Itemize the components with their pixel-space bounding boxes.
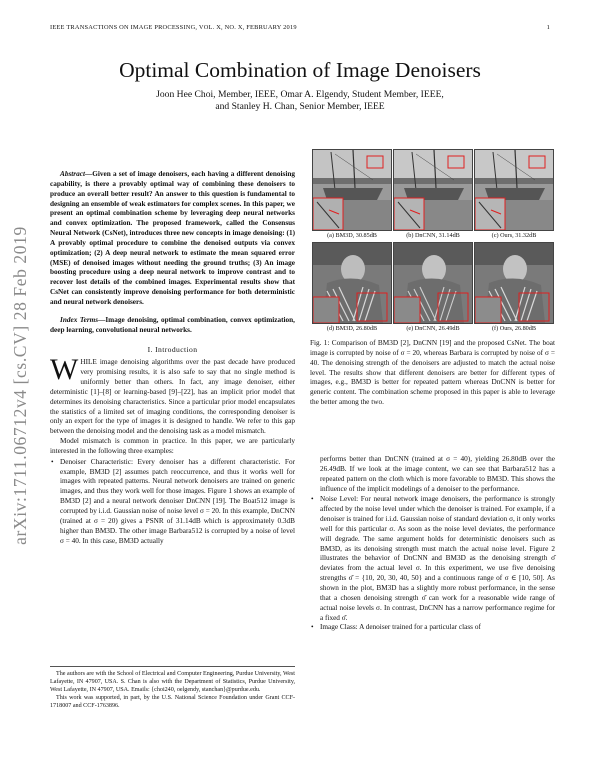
index-terms-label: Index Terms — [60, 315, 99, 324]
abstract — [50, 170, 295, 308]
caption-e: (e) DnCNN, 26.49dB — [406, 325, 460, 332]
author-line-1: Joon Hee Choi, Member, IEEE, Omar A. Elgendy, Student Member, IEEE, — [156, 89, 444, 100]
footnote-affiliation: The authors are with the School of Electrical and Computer Engineering, Purdue University, West Lafayette, IN 47907, USA. S. Chan is also with the Department of Statistics, Purdue University, West Lafayette, IN 47907, USA. Emails: {choi240, oelgendy, stanchan}@purdue.edu. — [50, 671, 295, 694]
figure-image-barbara-dncnn — [393, 242, 473, 324]
abstract-text: —Given a set of image denoisers, each having a different denoising capability, is there a provably optimal way of combining these denoisers to produce an overall better result? An answer to this question is fundamental to designing an ensemble of weak estimators for complex scenes. In this paper, we present an optimal combination scheme by leveraging deep neural networks and convex optimization. The proposed framework, called the Consensus Neural Network (CsNet), introduces three new concepts in image denoising: (1) A provably optimal procedure to combine the denoised outputs via convex optimization; (2) A deep neural network to estimate the mean squared error (MSE) of denoised images without needing the ground truths; (3) An image boosting procedure using a deep neural network to improve contrast and to recover lost details of the combined images. Experimental results show that CsNet can consistently improve denoising performance for both deterministic and neural network denoisers. — [50, 170, 295, 306]
bullet-image-class: • Image Class: A denoiser trained for a particular class of — [320, 623, 555, 633]
left-column — [50, 170, 295, 546]
intro-paragraph-1 — [50, 353, 295, 437]
caption-f: (f) Ours, 26.80dB — [492, 325, 536, 332]
example-list — [50, 458, 295, 547]
right-column-text — [310, 455, 555, 633]
caption-d: (d) BM3D, 26.80dB — [326, 325, 378, 332]
paper-title: Optimal Combination of Image Denoisers — [119, 58, 481, 82]
figure-caption: Fig. 1: Comparison of BM3D [2], DnCNN [19] and the proposed CsNet. The boat image is corrupted by noise of σ = 20, whereas Barbara is corrupted by noise of σ = 40. The denoising strength of the denoisers are adjusted to match the actual noise level. The results show that different denoisers are better for different types of images, e.g., BM3D is better for repeated pattern whereas DnCNN is better for generic content. The combination scheme proposed in this paper is able to leverage the better among the two. — [310, 339, 555, 407]
arxiv-stamp — [2, 170, 38, 600]
running-header — [50, 24, 550, 31]
figure-image-barbara-ours — [474, 242, 554, 324]
index-terms-text: —Image denoising, optimal combination, convex optimization, deep learning, convolutional neural networks. — [50, 315, 295, 334]
footnote — [50, 666, 295, 710]
author-list — [80, 89, 520, 113]
bullet-denoiser-characteristic: • Denoiser Characteristic: Every denoiser has a different characteristic. For example, BM3D [2] assumes patch reoccurrence, and thus it works well for images with repeated patterns. Neural network denoisers are trained on generic images, and thus they work well for those images. Figure 1 shows an example of BM3D [2] and a neural network denoiser DnCNN [19]. The Boat512 image is corrupted by i.i.d. Gaussian noise of noise level σ = 20. In this example, DnCNN (trained at σ = 20) gives a PSNR of 31.14dB which is approximately 0.3dB higher than BM3D. The other image Barbara512 is corrupted by a noise of level σ = 40. In this case, BM3D actually — [60, 458, 295, 547]
intro-p1-text: HILE image denoising algorithms over the past decade have produced very promising results, it is also safe to say that no single method is uniformly better than others. In fact, any image denoiser, either deterministic [1]–[8] or learning-based [9]–[22], has an implicit prior model that determines its denoising characteristics. Since a particular prior model encapsulates the statistics of a limited set of imaging conditions, the corresponding denoiser is only an expert for the type of images it is designed to handle. We refer to this gap between the denoising model and the denoising task as a model mismatch. — [50, 358, 295, 436]
figure-image-boat-bm3d — [312, 149, 392, 231]
example-list-continued — [310, 495, 555, 633]
index-terms — [50, 316, 295, 336]
bullet1-continuation: performs better than DnCNN (trained at σ = 40), yielding 26.80dB over the 26.49dB. If we look at the image content, we can see that Barbara512 has a repeated pattern on the cloth which is more favorable to BM3D. This shows the influence of the implicit modelings of a denoiser to the performance. — [320, 455, 555, 493]
figure-1 — [310, 149, 555, 332]
arxiv-stamp-text: arXiv:1711.06712v4 [cs.CV] 28 Feb 2019 — [9, 225, 30, 545]
drop-cap: W — [50, 353, 79, 387]
journal-header: IEEE TRANSACTIONS ON IMAGE PROCESSING, VOL. X, NO. X, FEBRUARY 2019 — [50, 24, 297, 31]
caption-a: (a) BM3D, 30.85dB — [327, 232, 377, 239]
page-number: 1 — [546, 24, 550, 31]
bullet-noise-level: • Noise Level: For neural network image denoisers, the performance is strongly affected by the noise level under which the denoiser is trained. For example, if a denoiser is trained for i.i.d. Gaussian noise of standard deviation σ, it only works well for this particular σ. As soon as the noise level deviates, the performance will degrade. The same argument holds for deterministic denoisers such as BM3D, as its denoising strength must match the actual noise level. Figure 2 illustrates the behavior of DnCNN and BM3D as the denoising strength σ̂ deviates from the actual level σ. In this experiment, we use five denoising strengths σ̂ = {10, 20, 30, 40, 50} and a continuous range of σ ∈ [10, 50]. As shown in the plot, BM3D has a slightly more robust performance, in the sense that a chosen denoising strength σ̂ can work for a reasonable wide range of actual noise levels σ. In contrast, DnCNN has a narrow performance regime for a fixed σ̂. — [320, 495, 555, 623]
caption-c: (c) Ours, 31.32dB — [491, 232, 537, 239]
figure-image-boat-dncnn — [393, 149, 473, 231]
intro-paragraph-2: Model mismatch is common in practice. In this paper, we are particularly interested in the following three examples: — [50, 437, 295, 455]
figure-image-barbara-bm3d — [312, 242, 392, 324]
caption-b: (b) DnCNN, 31.14dB — [406, 232, 460, 239]
section-heading: I. Introduction — [147, 344, 198, 354]
footnote-funding: This work was supported, in part, by the U.S. National Science Foundation under Grant CCF-1718007 and CCF-1763896. — [50, 695, 295, 710]
figure-image-boat-ours — [474, 149, 554, 231]
author-line-2: and Stanley H. Chan, Senior Member, IEEE — [215, 101, 385, 112]
abstract-label: Abstract — [60, 170, 85, 178]
